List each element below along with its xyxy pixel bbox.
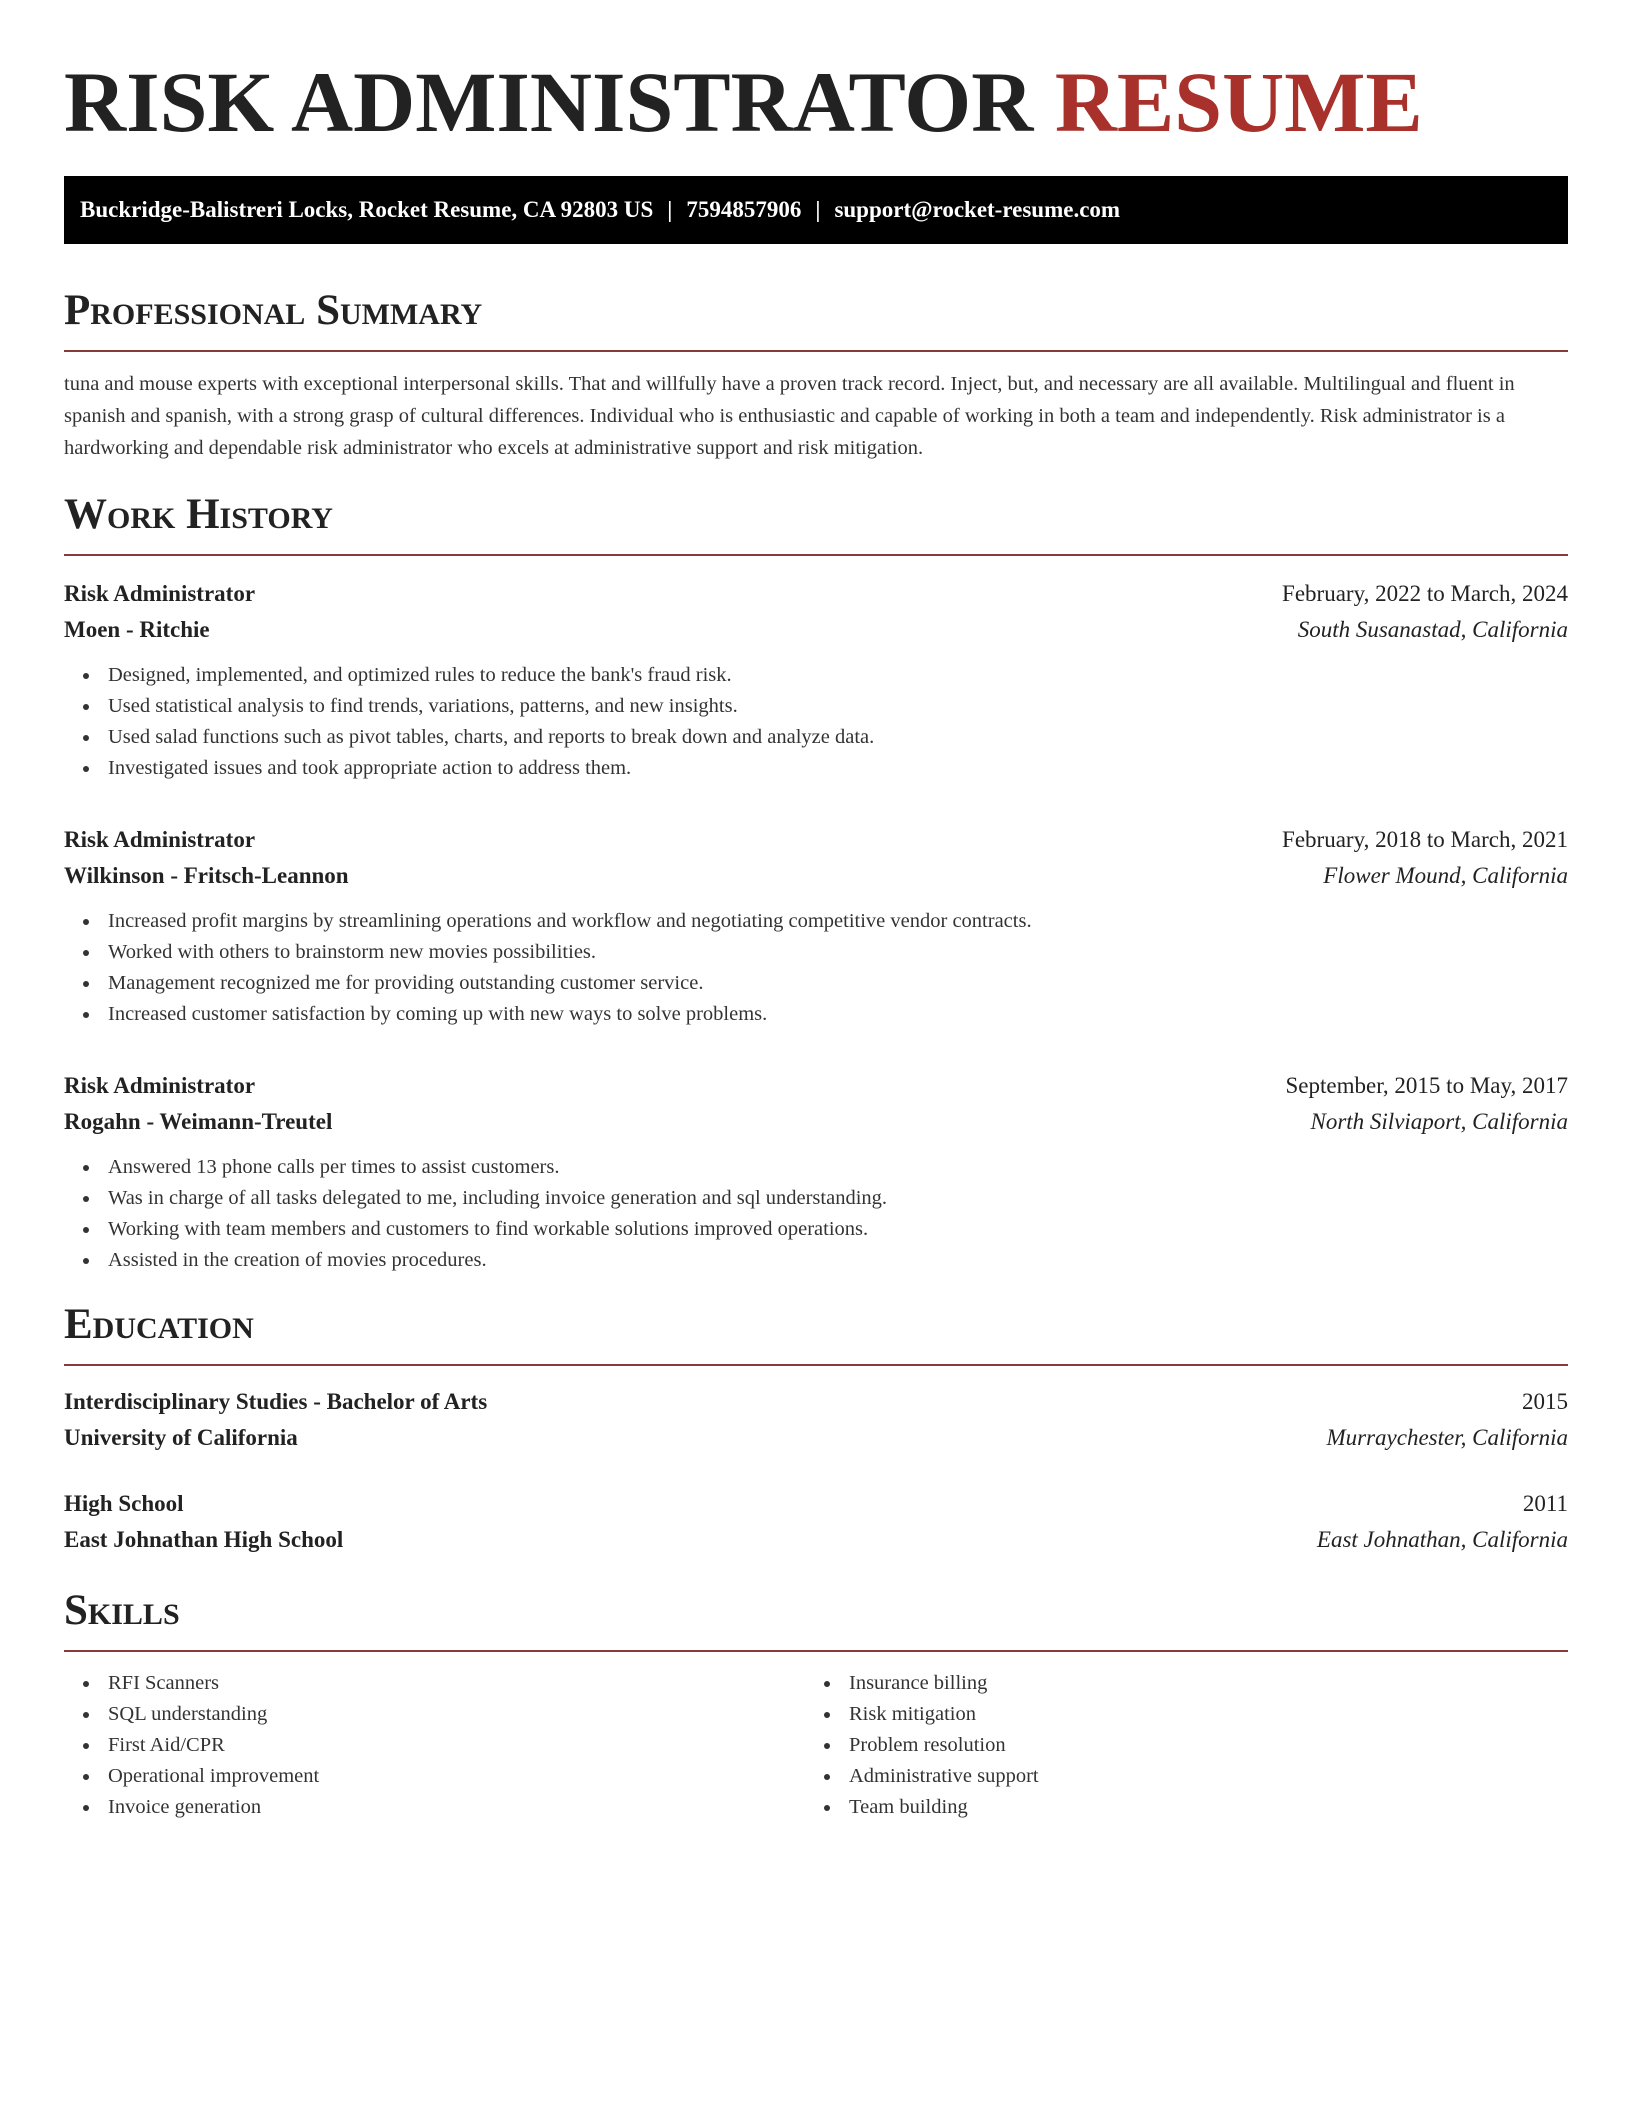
summary-text: tuna and mouse experts with exceptional interpersonal skills. That and willfully have a proven track record. Inject, but, and necessary are all available. Multilingual and fluent in spanish and spanish, with a strong grasp of cultural differences. Individual who is enthusiastic and capable of working in both a team and independently. Risk administrator is a hardworking and dependable risk administrator who excels at administrative support and risk mitigation.: [64, 373, 1515, 459]
job-bullet: Worked with others to brainstorm new movies possibilities.: [108, 937, 1568, 968]
skill-item: First Aid/CPR: [108, 1730, 805, 1761]
job-company-row: [64, 858, 1568, 894]
job-company: Moen - Ritchie: [64, 617, 210, 642]
job-bullets: [64, 660, 1568, 784]
skill-item: Team building: [849, 1792, 1546, 1823]
job-bullets: [64, 1152, 1568, 1276]
job-bullet: Was in charge of all tasks delegated to me, including invoice generation and sql understanding.: [108, 1183, 1568, 1214]
education-degree-row: [64, 1486, 1568, 1522]
job-dates: February, 2018 to March, 2021: [1282, 827, 1568, 852]
contact-separator: |: [667, 197, 673, 222]
summary-heading: Professional Summary: [64, 286, 1568, 352]
job-header-row: [64, 1068, 1568, 1104]
job-company-row: [64, 612, 1568, 648]
job-bullet: Working with team members and customers to find workable solutions improved operations.: [108, 1214, 1568, 1245]
contact-bar: [64, 176, 1568, 244]
education-school: University of California: [64, 1425, 298, 1450]
skill-item: Invoice generation: [108, 1792, 805, 1823]
job-bullet: Investigated issues and took appropriate action to address them.: [108, 753, 1568, 784]
job-bullets: [64, 906, 1568, 1030]
education-degree: High School: [64, 1491, 184, 1516]
skill-item: Problem resolution: [849, 1730, 1546, 1761]
title-accent: RESUME: [1054, 54, 1423, 150]
skill-item: RFI Scanners: [108, 1668, 805, 1699]
title-main: RISK ADMINISTRATOR: [64, 54, 1034, 150]
job-company-row: [64, 1104, 1568, 1140]
job-bullet: Used statistical analysis to find trends, variations, patterns, and new insights.: [108, 691, 1568, 722]
education-entry: [64, 1384, 1568, 1456]
skills-grid: [64, 1668, 1568, 1823]
skills-heading: Skills: [64, 1586, 1568, 1652]
job-title: Risk Administrator: [64, 1073, 256, 1098]
job-bullet: Answered 13 phone calls per times to assist customers.: [108, 1152, 1568, 1183]
education-location: Murraychester, California: [1326, 1425, 1568, 1450]
contact-address: Buckridge-Balistreri Locks, Rocket Resume, CA 92803 US: [80, 197, 654, 222]
contact-separator: |: [815, 197, 821, 222]
skill-item: SQL understanding: [108, 1699, 805, 1730]
resume-title: [64, 52, 1568, 152]
skills-column-left: [64, 1668, 805, 1823]
skills-column-right: [805, 1668, 1546, 1823]
job-title: Risk Administrator: [64, 827, 256, 852]
skill-item: Operational improvement: [108, 1761, 805, 1792]
job-location: South Susanastad, California: [1297, 617, 1568, 642]
job-header-row: [64, 576, 1568, 612]
job-location: Flower Mound, California: [1323, 863, 1568, 888]
job-bullet: Increased customer satisfaction by coming up with new ways to solve problems.: [108, 999, 1568, 1030]
contact-phone: 7594857906: [686, 197, 802, 222]
education-location: East Johnathan, California: [1316, 1527, 1568, 1552]
job-bullet: Management recognized me for providing outstanding customer service.: [108, 968, 1568, 999]
job-dates: February, 2022 to March, 2024: [1282, 581, 1568, 606]
job-entry: [64, 822, 1568, 1030]
education-year: 2015: [1522, 1389, 1568, 1414]
education-school: East Johnathan High School: [64, 1527, 344, 1552]
education-year: 2011: [1522, 1491, 1568, 1516]
job-bullet: Used salad functions such as pivot tables, charts, and reports to break down and analyze data.: [108, 722, 1568, 753]
skill-item: Insurance billing: [849, 1668, 1546, 1699]
education-heading: Education: [64, 1300, 1568, 1366]
education-school-row: [64, 1420, 1568, 1456]
work-history-heading: Work History: [64, 490, 1568, 556]
education-degree: Interdisciplinary Studies - Bachelor of Arts: [64, 1389, 488, 1414]
education-degree-row: [64, 1384, 1568, 1420]
education-school-row: [64, 1522, 1568, 1558]
contact-email: support@rocket-resume.com: [834, 197, 1121, 222]
job-bullet: Assisted in the creation of movies procedures.: [108, 1245, 1568, 1276]
skill-item: Administrative support: [849, 1761, 1546, 1792]
job-header-row: [64, 822, 1568, 858]
job-company: Rogahn - Weimann-Treutel: [64, 1109, 333, 1134]
skill-item: Risk mitigation: [849, 1699, 1546, 1730]
job-bullet: Increased profit margins by streamlining operations and workflow and negotiating competitive vendor contracts.: [108, 906, 1568, 937]
job-bullet: Designed, implemented, and optimized rules to reduce the bank's fraud risk.: [108, 660, 1568, 691]
job-dates: September, 2015 to May, 2017: [1285, 1073, 1568, 1098]
job-title: Risk Administrator: [64, 581, 256, 606]
education-entry: [64, 1486, 1568, 1558]
job-entry: [64, 576, 1568, 784]
job-entry: [64, 1068, 1568, 1276]
job-location: North Silviaport, California: [1310, 1109, 1568, 1134]
job-company: Wilkinson - Fritsch-Leannon: [64, 863, 349, 888]
